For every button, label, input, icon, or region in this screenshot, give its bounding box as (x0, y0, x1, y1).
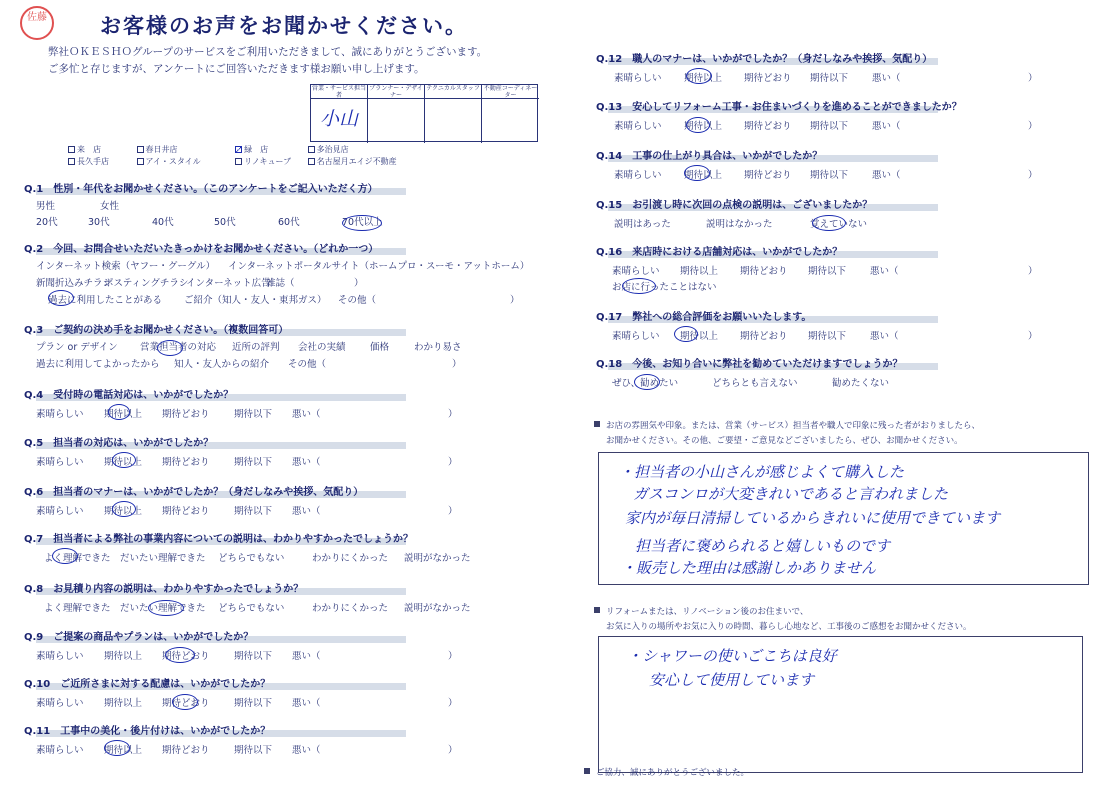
answer-option[interactable]: 60代 (278, 217, 300, 228)
answer-option[interactable]: 期待どおり (744, 121, 792, 132)
answer-option[interactable]: その他（ (288, 359, 327, 370)
page-title: お客様のお声をお聞かせください。 (100, 14, 468, 38)
answer-option[interactable]: 説明はあった (614, 219, 671, 230)
answer-option[interactable]: ぜひ、勧めたい (612, 378, 679, 389)
section-bullet (594, 421, 600, 427)
store-option[interactable]: 緑 店 (235, 144, 305, 155)
answer-option[interactable]: どちらとも言えない (712, 378, 798, 389)
store-option[interactable]: 名古屋月エイジ不動産 (308, 156, 397, 167)
question-label: Q.13 安心してリフォーム工事・お住まいづくりを進めることができましたか？ (596, 102, 962, 113)
answer-option[interactable]: 過去に利用してよかったから (36, 359, 160, 370)
answer-option[interactable]: ） (448, 457, 458, 468)
store-row-2 (68, 156, 397, 167)
answer-option[interactable]: ） (1028, 266, 1038, 277)
answer-option[interactable]: ） (448, 409, 458, 420)
comment2-prompt-1: リフォームまたは、リノベーション後のお住まいで、 (606, 607, 809, 617)
answer-option[interactable]: 知人・友人からの紹介 (174, 359, 270, 370)
answer-option[interactable]: 説明がなかった (404, 553, 471, 564)
comment1-line: ガスコンロが大変きれいであると言われました (633, 485, 949, 503)
answer-option[interactable]: 素晴らしい (36, 409, 84, 420)
answer-option[interactable]: 50代 (214, 217, 236, 228)
answer-option[interactable]: よく理解できた (44, 603, 111, 614)
answer-circle (165, 647, 195, 663)
answer-option[interactable]: 素晴らしい (614, 73, 662, 84)
question-label: Q.18 今後、お知り合いに弊社を勧めていただけますでしょうか？ (596, 359, 903, 370)
answer-option[interactable]: 期待以上 (104, 506, 143, 517)
comment2-line: ・シャワーの使いごこちは良好 (627, 647, 837, 665)
question-label: Q.4 受付時の電話対応は、いかがでしたか？ (24, 390, 234, 401)
answer-option[interactable]: 期待以下 (808, 331, 847, 342)
answer-circle (108, 404, 130, 420)
answer-option[interactable]: 説明はなかった (706, 219, 773, 230)
answer-option[interactable]: プラン or デザイン (36, 342, 118, 353)
comment1-textarea[interactable] (598, 452, 1089, 585)
answer-option[interactable]: 期待どおり (162, 506, 210, 517)
answer-option[interactable]: 期待以下 (810, 170, 849, 181)
answer-option[interactable]: よく理解できた (44, 553, 111, 564)
answer-option[interactable]: 期待以上 (684, 73, 723, 84)
answer-option[interactable]: 過去に利用したことがある (48, 295, 163, 306)
answer-option[interactable]: 期待どおり (162, 698, 210, 709)
answer-option[interactable]: 素晴らしい (36, 506, 84, 517)
answer-option[interactable]: 期待どおり (162, 745, 210, 756)
answer-option[interactable]: 悪い（ (292, 457, 321, 468)
answer-option[interactable]: 悪い（ (292, 698, 321, 709)
answer-option[interactable]: ポスティングチラシ (104, 278, 189, 289)
comment1-prompt-2: お聞かせください。その他、ご要望・ご意見などございましたら、ぜひ、お聞かせください。 (606, 436, 963, 446)
answer-option[interactable]: どちらでもない (218, 603, 285, 614)
checkbox[interactable] (235, 158, 242, 165)
answer-circle (104, 740, 130, 756)
answer-option[interactable]: 会社の実績 (298, 342, 346, 353)
answer-circle (52, 548, 78, 564)
answer-option[interactable]: 素晴らしい (614, 170, 662, 181)
greeting-line-1: 弊社ＯＫＥＳＨＯグループのサービスをご利用いただきまして、誠にありがとうございます。 (48, 46, 488, 58)
answer-option[interactable]: 期待どおり (162, 409, 210, 420)
staff-value-planner[interactable] (368, 99, 425, 143)
answer-option[interactable]: 女性 (100, 201, 120, 212)
answer-option[interactable]: 悪い（ (292, 745, 321, 756)
answer-option[interactable]: ご紹介（知人・友人・東邦ガス） (184, 295, 327, 306)
answer-option[interactable]: 期待どおり (744, 170, 792, 181)
answer-circle (634, 374, 660, 390)
answer-option[interactable]: ） (354, 278, 364, 289)
answer-option[interactable]: 期待以下 (808, 266, 847, 277)
answer-circle (112, 501, 136, 517)
comment2-prompt-2: お気に入りの場所やお気に入りの時間、暮らし心地など、工事後のご感想をお聞かせください。 (606, 622, 972, 632)
answer-option[interactable]: 期待以下 (234, 745, 273, 756)
answer-circle (148, 600, 184, 616)
answer-option[interactable]: 期待以下 (234, 698, 273, 709)
answer-option[interactable]: インターネット検索（ヤフー・グーグル） (36, 261, 216, 272)
question-label: Q.16 来店時における店舗対応は、いかがでしたか？ (596, 247, 843, 258)
answer-option[interactable]: 期待以上 (680, 266, 719, 277)
question-label: Q.6 担当者のマナーは、いかがでしたか？（身だしなみや挨拶、気配り） (24, 487, 364, 498)
checkbox[interactable] (308, 146, 315, 153)
answer-option[interactable]: 期待以下 (810, 73, 849, 84)
footer-thanks: ご協力、誠にありがとうございました。 (596, 768, 750, 778)
answer-option[interactable]: ） (448, 745, 458, 756)
question-label: Q.11 工事中の美化・後片付けは、いかがでしたか？ (24, 726, 271, 737)
checkbox[interactable] (137, 146, 144, 153)
answer-option[interactable]: 期待どおり (162, 651, 210, 662)
staff-header-tech: テクニカルスタッフ (425, 85, 482, 99)
answer-option[interactable]: 期待以上 (104, 745, 143, 756)
answer-option[interactable]: だいたい理解できた (120, 603, 206, 614)
answer-circle (674, 326, 698, 342)
answer-option[interactable]: ） (448, 506, 458, 517)
answer-option[interactable]: 説明がなかった (404, 603, 471, 614)
store-option[interactable]: 多治見店 (308, 144, 349, 155)
answer-option[interactable]: ） (1028, 121, 1038, 132)
question-label: Q.8 お見積り内容の説明は、わかりやすかったでしょうか？ (24, 584, 304, 595)
answer-option[interactable]: 勧めたくない (832, 378, 890, 389)
answer-option[interactable]: その他（ (338, 295, 377, 306)
answer-circle (812, 215, 846, 231)
question-label: Q.15 お引渡し時に次回の点検の説明は、ございましたか？ (596, 200, 873, 211)
store-option[interactable]: 春日井店 (137, 144, 233, 155)
answer-option[interactable]: 期待どおり (162, 457, 210, 468)
question-label: Q.17 弊社への総合評価をお願いいたします。 (596, 312, 812, 323)
answer-option[interactable]: 40代 (152, 217, 174, 228)
answer-option[interactable]: 新聞折込みチラシ (36, 278, 113, 289)
staff-header-realestate: 不動産コーディネーター (483, 85, 538, 99)
staff-value-realestate[interactable] (482, 99, 539, 143)
answer-option[interactable]: 期待どおり (740, 331, 788, 342)
answer-option[interactable]: 覚えていない (810, 219, 868, 230)
store-option[interactable]: 来 店 (68, 144, 134, 155)
answer-option[interactable]: ） (448, 698, 458, 709)
answer-circle (684, 165, 710, 181)
answer-option[interactable]: 雑誌（ (266, 278, 295, 289)
answer-option[interactable]: 悪い（ (870, 266, 899, 277)
comment1-line: ・販売した理由は感謝しかありません (621, 559, 877, 577)
answer-option[interactable]: どちらでもない (218, 553, 285, 564)
answer-option[interactable]: わかりにくかった (312, 553, 389, 564)
comment1-prompt-1: お店の雰囲気や印象。または、営業（サービス）担当者や職人で印象に残った者がおりましたら、 (606, 421, 981, 431)
answer-option[interactable]: 期待以上 (684, 170, 723, 181)
answer-option[interactable]: 素晴らしい (36, 457, 84, 468)
comment1-line: 担当者に褒められると嬉しいものです (635, 537, 891, 555)
answer-option[interactable]: 期待以上 (680, 331, 719, 342)
answer-circle (157, 340, 183, 356)
staff-header-planner: プランナー・デザイナー (368, 85, 425, 99)
answer-circle (48, 290, 74, 306)
store-option[interactable]: アイ・スタイル (137, 156, 233, 167)
answer-option[interactable]: わかり易さ (414, 342, 462, 353)
question-label: Q.12 職人のマナーは、いかがでしたか？（身だしなみや挨拶、気配り） (596, 54, 933, 65)
answer-option[interactable]: 期待以下 (234, 457, 273, 468)
answer-option[interactable]: 価格 (370, 342, 390, 353)
answer-option[interactable]: 期待以上 (104, 651, 143, 662)
answer-option[interactable]: 悪い（ (292, 506, 321, 517)
answer-option[interactable]: だいたい理解できた (120, 553, 206, 564)
answer-option[interactable]: 期待どおり (744, 73, 792, 84)
answer-option[interactable]: 素晴らしい (36, 745, 84, 756)
question-label: Q.1 性別・年代をお聞かせください。（このアンケートをご記入いただく方） (24, 184, 378, 195)
staff-value-sales[interactable]: 小山 (311, 99, 368, 143)
question-label: Q.9 ご提案の商品やプランは、いかがでしたか？ (24, 632, 254, 643)
answer-circle (112, 452, 136, 468)
greeting-line-2: ご多忙と存じますが、アンケートにご回答いただきます様お願い申し上げます。 (48, 63, 425, 75)
answer-option[interactable]: ） (1028, 73, 1038, 84)
question-label: Q.7 担当者による弊社の事業内容についての説明は、わかりやすかったでしょうか？ (24, 534, 414, 545)
staff-value-tech[interactable] (425, 99, 482, 143)
answer-option[interactable]: 素晴らしい (612, 331, 660, 342)
staff-table (310, 84, 538, 142)
answer-option[interactable]: 素晴らしい (614, 121, 662, 132)
answer-circle (172, 694, 198, 710)
question-label: Q.10 ご近所さまに対する配慮は、いかがでしたか？ (24, 679, 271, 690)
checkbox[interactable] (137, 158, 144, 165)
checkbox[interactable] (68, 146, 75, 153)
answer-circle (686, 68, 712, 84)
question-label: Q.2 今回、お問合せいただいたきっかけをお聞かせください。（どれか一つ） (24, 244, 379, 255)
answer-option[interactable]: 期待どおり (740, 266, 788, 277)
answer-option[interactable]: ） (1028, 331, 1038, 342)
answer-option[interactable]: 悪い（ (872, 170, 901, 181)
comment1-line: ・担当者の小山さんが感じよくて購入した (619, 463, 905, 481)
comment2-line: 安心して使用しています (649, 671, 815, 689)
answer-option[interactable]: 30代 (88, 217, 110, 228)
answer-option[interactable]: インターネット広告 (186, 278, 271, 289)
checkbox[interactable] (68, 158, 75, 165)
answer-option[interactable]: ） (510, 295, 520, 306)
answer-option[interactable]: 男性 (36, 201, 56, 212)
comment2-textarea[interactable] (598, 636, 1083, 773)
store-option[interactable]: 長久手店 (68, 156, 134, 167)
answer-option[interactable]: 20代 (36, 217, 58, 228)
answer-option[interactable]: 近所の評判 (232, 342, 280, 353)
answer-circle (686, 117, 710, 133)
answer-option[interactable]: 素晴らしい (612, 266, 660, 277)
stamp-text: 佐藤 (27, 12, 47, 23)
staff-header-sales: 営業・サービス担当者 (311, 85, 366, 99)
answer-option[interactable]: 素晴らしい (36, 698, 84, 709)
store-option[interactable]: リノキューブ (235, 156, 305, 167)
answer-option[interactable]: 素晴らしい (36, 651, 84, 662)
section-bullet (584, 768, 590, 774)
section-bullet (594, 607, 600, 613)
answer-option[interactable]: 期待以上 (104, 409, 143, 420)
answer-option[interactable]: 悪い（ (870, 331, 899, 342)
answer-option[interactable]: 期待以下 (810, 121, 849, 132)
comment1-line: 家内が毎日清掃しているからきれいに使用できています (625, 509, 1001, 527)
question-label: Q.14 工事の仕上がり具合は、いかがでしたか？ (596, 151, 823, 162)
answer-option[interactable]: 70代以上 (342, 217, 383, 228)
answer-option[interactable]: 悪い（ (292, 409, 321, 420)
question-label: Q.5 担当者の対応は、いかがでしたか？ (24, 438, 214, 449)
store-row-1 (68, 144, 349, 155)
answer-option[interactable]: インターネットポータルサイト（ホームプロ・スーモ・アットホーム） (228, 261, 530, 272)
answer-option[interactable]: ） (452, 359, 462, 370)
answer-option[interactable]: 期待以上 (684, 121, 723, 132)
answer-option[interactable]: 期待以下 (234, 506, 273, 517)
answer-option[interactable]: 期待以下 (234, 651, 273, 662)
checkbox-checked[interactable] (235, 146, 242, 153)
answer-option[interactable]: 悪い（ (292, 651, 321, 662)
answer-option[interactable]: 期待以上 (104, 698, 143, 709)
answer-option[interactable]: 悪い（ (872, 73, 901, 84)
answer-option[interactable]: 期待以下 (234, 409, 273, 420)
answer-option[interactable]: 悪い（ (872, 121, 901, 132)
answer-circle (622, 278, 656, 294)
answer-option[interactable]: 営業担当者の対応 (140, 342, 217, 353)
name-stamp (20, 6, 54, 40)
checkbox[interactable] (308, 158, 315, 165)
answer-option[interactable]: わかりにくかった (312, 603, 389, 614)
answer-option[interactable]: お店に行ったことはない (612, 282, 717, 293)
answer-option[interactable]: ） (448, 651, 458, 662)
answer-option[interactable]: ） (1028, 170, 1038, 181)
answer-circle (342, 215, 382, 231)
answer-option[interactable]: 期待以上 (104, 457, 143, 468)
question-label: Q.3 ご契約の決め手をお聞かせください。（複数回答可） (24, 325, 289, 336)
